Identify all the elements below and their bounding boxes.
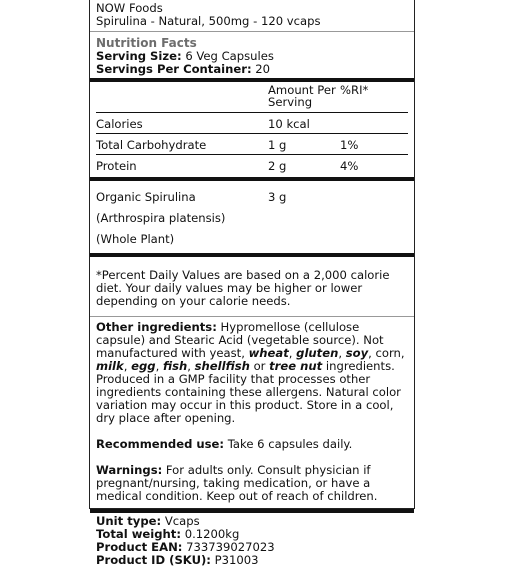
ingredient-amount: 3 g: [268, 190, 287, 204]
row-ri: [340, 112, 408, 133]
product-info-row: Product EAN: 733739027023: [96, 540, 275, 554]
column-amount-per-serving: Amount Per Serving: [268, 82, 340, 112]
ingredient-table: [96, 181, 408, 250]
nutrition-heading: Nutrition Facts: [96, 36, 197, 50]
product-name: Spirulina - Natural, 500mg - 120 vcaps: [96, 14, 321, 28]
servings-per-container: [96, 63, 408, 76]
divider: [90, 31, 414, 32]
other-ingredients-text-2: ingredients. Produced in a GMP facility that processes other ingredients containing these allergens. Natural color variation may occur in this product. Store in a cool, dry place after opening.: [96, 359, 401, 425]
servings-label: Servings Per Container:: [96, 62, 252, 76]
column-ri: %RI*: [340, 82, 408, 112]
or-text: or: [253, 359, 266, 373]
supplement-facts-panel: [89, 0, 415, 567]
allergen-milk: milk: [96, 359, 124, 373]
daily-value-footnote: *Percent Daily Values are based on a 2,000 calorie diet. Your daily values may be higher or lower depending on your calorie needs.: [96, 268, 390, 308]
warnings-text: For adults only. Consult physician if pregnant/nursing, taking medication, or have a medical condition. Keep out of reach of children.: [96, 463, 378, 503]
corn-text: corn: [375, 346, 401, 360]
servings-value: 20: [255, 62, 271, 76]
serving-size-label: Serving Size:: [96, 49, 182, 63]
row-name: Protein: [96, 158, 137, 173]
allergen-gluten: gluten: [296, 346, 339, 360]
product-info-row: Product ID (SKU): P31003: [96, 553, 259, 567]
product-info-row: Unit type: Vcaps: [96, 514, 200, 528]
serving-size-value: 6 Veg Capsules: [185, 49, 274, 63]
product-info-row: Total weight: 0.1200kg: [96, 527, 240, 541]
recommended-use-label: Recommended use:: [96, 437, 225, 451]
divider: [90, 316, 414, 317]
other-ingredients: Other ingredients: Hypromellose (cellulose capsule) and Stearic Acid (vegetable source). Not manufactured with yeast, wheat, gluten, soy, corn, milk, egg, fish, shellfish or tree nut ingredients. Produced in a GMP facility that processes other ingredients containing these allergens. Natural color variation may occur in this product. Store in a cool, dry place after opening.: [96, 320, 405, 425]
other-ingredients-text-1: Hypromellose (cellulose capsule) and Stearic Acid (vegetable source). Not manufactured with yeast,: [96, 320, 384, 360]
recommended-use-text: Take 6 capsules daily.: [227, 437, 353, 451]
row-ri: 4%: [340, 158, 359, 173]
table-row: [96, 133, 408, 154]
allergen-egg: egg: [131, 359, 156, 373]
brand-name: NOW Foods: [96, 1, 163, 15]
row-amount: 2 g: [268, 158, 287, 173]
product-info: [96, 515, 408, 567]
row-ri: 1%: [340, 133, 408, 154]
row-amount: 1 g: [268, 133, 340, 154]
row-name: Calories: [96, 112, 268, 133]
table-row: [96, 154, 408, 175]
nutrition-table: [96, 82, 408, 175]
table-row: [96, 112, 408, 133]
row-name: Total Carbohydrate: [96, 133, 268, 154]
allergen-fish: fish: [162, 359, 188, 373]
allergen-tree-nut: tree nut: [269, 359, 323, 373]
row-amount: 10 kcal: [268, 112, 340, 133]
allergen-shellfish: shellfish: [194, 359, 250, 373]
recommended-use: [96, 438, 408, 451]
warnings-label: Warnings:: [96, 463, 163, 477]
allergen-soy: soy: [345, 346, 369, 360]
allergen-wheat: wheat: [248, 346, 289, 360]
warnings: [96, 464, 408, 503]
other-ingredients-label: Other ingredients:: [96, 320, 217, 334]
ingredient-name: Organic Spirulina (Arthrospira platensis) (Whole Plant): [96, 190, 226, 246]
table-row: [96, 181, 408, 250]
divider-thick: [90, 253, 414, 257]
